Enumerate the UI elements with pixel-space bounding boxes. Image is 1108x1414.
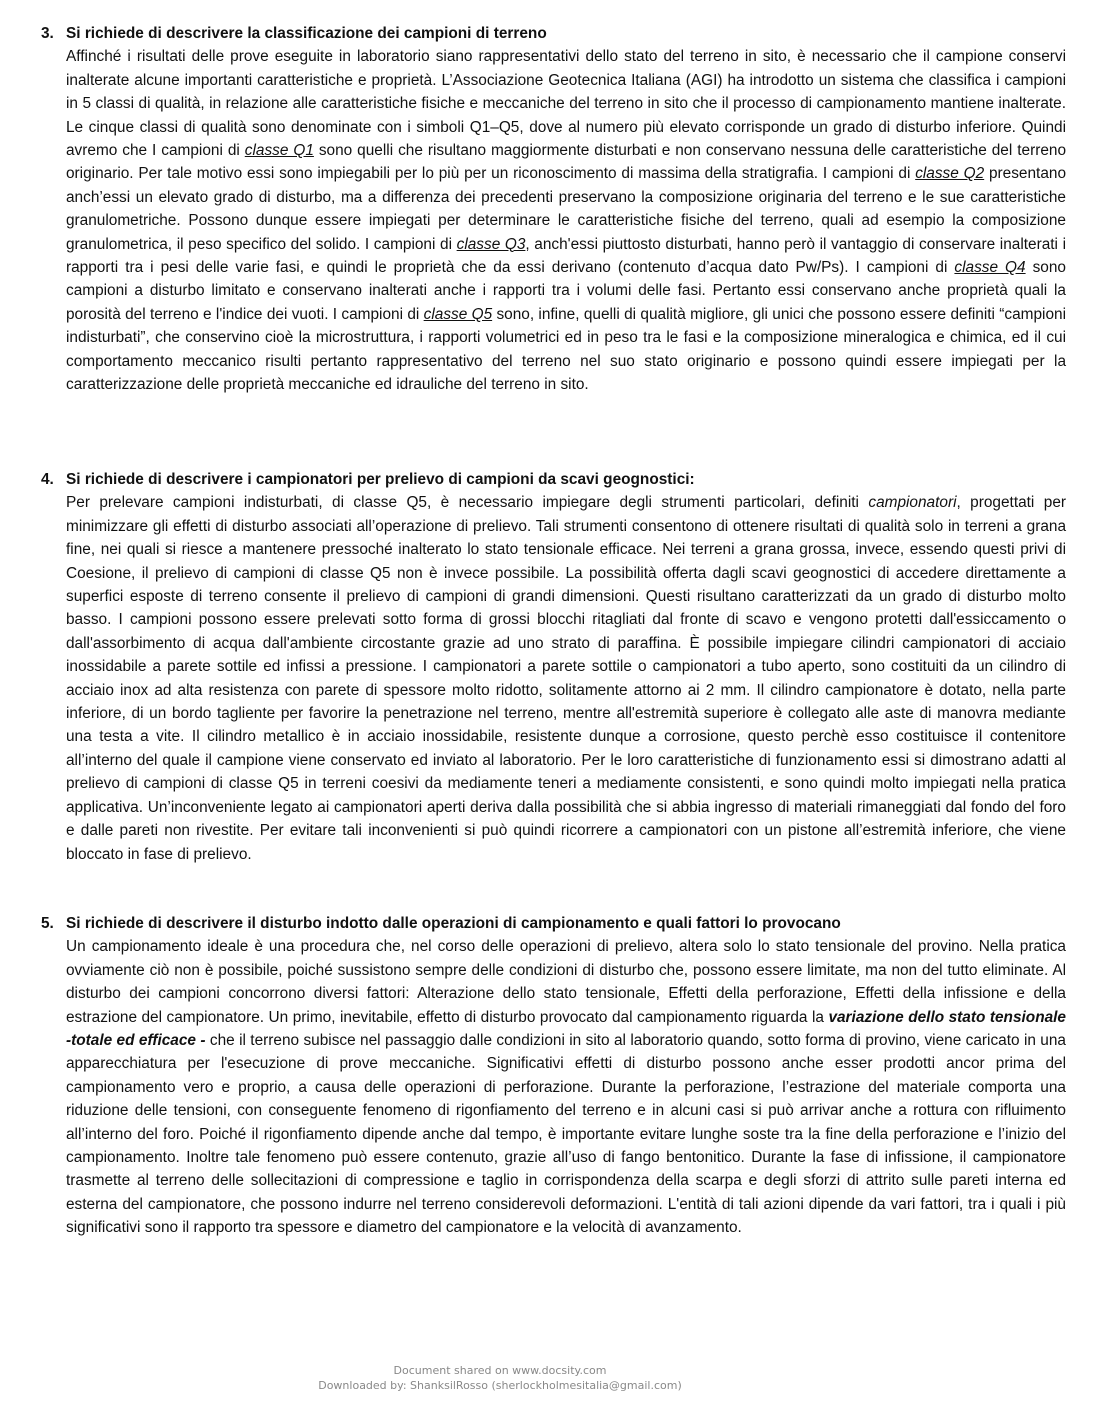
term-classe-q3: classe Q3 bbox=[456, 235, 526, 253]
term-variazione-stato-tensionale: variazione dello stato tensionale -totale ed efficace - bbox=[66, 1008, 1066, 1050]
term-classe-q1: classe Q1 bbox=[244, 142, 314, 160]
term-classe-q5: classe Q5 bbox=[423, 305, 493, 323]
footer-shared-notice: Document shared on www.docsity.com bbox=[393, 1364, 607, 1377]
section-body: Un campionamento ideale è una procedura che, nel corso delle operazioni di prelievo, altera solo lo stato tensionale del provino. Nella pratica ovviamente ciò non è possibile, poiché sussistono sempre delle condizioni di disturbo che, possono essere limitate, ma non del tutto eliminate. Al disturbo dei campioni concorrono diversi fattori: Alterazione dello stato tensionale, Effetti della perforazione, Effetti della infissione e della estrazione del campionatore. Un primo, inevitabile, effetto di disturbo provocato dal campionamento riguarda la variazione dello stato tensionale -totale ed efficace - che il terreno subisce nel passaggio dalle condizioni in sito al laboratorio quando, sotto forma di provino, viene caricato in una apparecchiatura per l'esecuzione di prove meccaniche. Significativi effetti di disturbo possono anche esser prodotti ancor prima del campionamento vero e proprio, a causa delle operazioni di perforazione. Durante la perforazione, l’estrazione del materiale comporta una riduzione delle tensioni, con conseguente fenomeno di rigonfiamento del terreno e in alcuni casi si può arrivar anche a rottura con rifluimento all’interno del foro. Poiché il rigonfiamento dipende anche dal tempo, è importante evitare lunghe soste tra la fine della perforazione e l’inizio del campionamento. Inoltre tale fenomeno può essere contenuto, grazie all’uso di fango bentonitico. Durante la fase di infissione, il campionatore trasmette al terreno delle sollecitazioni di compressione e taglio in corrispondenza della scarpa e degli sforzi di attrito sulle pareti interna ed esterna del campionatore, che possono indurre nel terreno considerevoli deformazioni. L'entità di tali azioni dipende da vari fattori, tra i quali i più significativi sono il rapporto tra spessore e diametro del campionatore e la velocità di avanzamento. bbox=[66, 938, 1066, 1237]
term-classe-q4: classe Q4 bbox=[954, 259, 1026, 277]
section-body: Affinché i risultati delle prove eseguite in laboratorio siano rappresentativi dello stato del terreno in sito, è necessario che il campione conservi inalterate alcune importanti caratteristiche e proprietà. L’Associazione Geotecnica Italiana (AGI) ha introdotto un sistema che classifica i campioni in 5 classi di qualità, in relazione alle caratteristiche fisiche e meccaniche del terreno in sito che il processo di campionamento mantiene inalterate. Le cinque classi di qualità sono denominate con i simboli Q1–Q5, dove al numero più elevato corrisponde un grado di disturbo inferiore. Quindi avremo che I campioni di classe Q1 sono quelli che risultano maggiormente disturbati e non conservano nessuna delle caratteristiche del terreno originario. Per tale motivo essi sono impiegabili per lo più per un riconoscimento di massima della stratigrafia. I campioni di classe Q2 presentano anch’essi un elevato grado di disturbo, ma a differenza dei precedenti preservano la composizione originaria del terreno e le sue caratteristiche granulometriche. Possono dunque essere impiegati per determinare le caratteristiche fisiche del terreno, quali ad esempio la composizione granulometrica, il peso specifico del solido. I campioni di classe Q3, anch'essi piuttosto disturbati, hanno però il vantaggio di conservare inalterati i rapporti tra i pesi delle varie fasi, e quindi le proprietà che da essi derivano (contenuto d’acqua dato Pw/Ps). I campioni di classe Q4 sono campioni a disturbo limitato e conservano inalterati anche i rapporti tra i volumi delle fasi. Pertanto essi conservano anche proprietà quali la porosità del terreno e l'indice dei vuoti. I campioni di classe Q5 sono, infine, quelli di qualità migliore, gli unici che possono essere definiti “campioni indisturbati”, che conservino cioè la microstruttura, i rapporti volumetrici ed in peso tra le fasi e la composizione mineralogica e chimica, ed il cui comportamento meccanico risulti pertanto rappresentativo del terreno nel suo stato originario e possono quindi essere impiegati per la caratterizzazione delle proprietà meccaniche ed idrauliche del terreno in sito. bbox=[66, 48, 1067, 394]
section-title: Si richiede di descrivere i campionatori per prelievo di campioni da scavi geognostici: bbox=[66, 471, 695, 488]
section-classificazione-campioni bbox=[0, 22, 1108, 397]
section-number: 3. bbox=[41, 25, 54, 42]
section-number: 5. bbox=[41, 915, 54, 932]
footer-download-notice: Downloaded by: ShanksilRosso (sherlockholmesitalia@gmail.com) bbox=[318, 1379, 682, 1392]
section-title: Si richiede di descrivere la classificazione dei campioni di terreno bbox=[66, 25, 547, 42]
term-classe-q2: classe Q2 bbox=[915, 165, 985, 183]
section-campionatori bbox=[0, 468, 1108, 866]
section-disturbo-campionamento bbox=[0, 912, 1108, 1240]
term-campionatori: campionatori bbox=[868, 494, 957, 512]
section-number: 4. bbox=[41, 471, 54, 488]
section-body: Per prelevare campioni indisturbati, di classe Q5, è necessario impiegare degli strumenti particolari, definiti campionatori, progettati per minimizzare gli effetti di disturbo associati all’operazione di prelievo. Tali strumenti consentono di ottenere risultati di qualità solo in terreni a grana fine, nei quali si riesce a mantenere pressoché inalterato lo stato tensionale efficace. Nei terreni a grana grossa, invece, essendo questi privi di Coesione, il prelievo di campioni di classe Q5 non è invece possibile. La possibilità offerta dagli scavi geognostici di accedere direttamente a superfici esposte di terreno consente il prelievo di campioni di grandi dimensioni. Questi risultano caratterizzati da un grado di disturbo molto basso. I campioni possono essere prelevati sotto forma di grossi blocchi ritagliati dal fronte di scavo e vengono protetti dall'essiccamento o dall'assorbimento di acqua dall'ambiente circostante grazie ad uno strato di paraffina. È possibile impiegare cilindri campionatori di acciaio inossidabile a parete sottile ed infissi a pressione. I campionatori a parete sottile o campionatori a tubo aperto, sono costituiti da un cilindro di acciaio inox ad alta resistenza con parete di spessore molto ridotto, solitamente attorno ai 2 mm. Il cilindro campionatore è dotato, nella parte inferiore, di un bordo tagliente per favorire la penetrazione nel terreno, mentre all'estremità superiore è collegato alle aste di manovra mediante una testa a vite. Il cilindro metallico è in acciaio inossidabile, resistente dunque a corrosione, questo perchè esso costituisce il contenitore all’interno del quale il campione viene conservato ed inviato al laboratorio. Per le loro caratteristiche di funzionamento essi si dimostrano adatti al prelievo di campioni di classe Q5 in terreni coesivi da mediamente teneri a mediamente consistenti, e sono quindi molto impiegati nella pratica applicativa. Un’inconveniente legato ai campionatori aperti deriva dalla possibilità che si abbia ingresso di materiali rimaneggiati dal fondo del foro e dalle pareti non rivestite. Per evitare tali inconvenienti si può quindi ricorrere a campionatori con un pistone all’estremità inferiore, che viene bloccato in fase di prelievo. bbox=[66, 494, 1067, 863]
section-title: Si richiede di descrivere il disturbo indotto dalle operazioni di campionamento e quali fattori lo provocano bbox=[66, 915, 841, 932]
